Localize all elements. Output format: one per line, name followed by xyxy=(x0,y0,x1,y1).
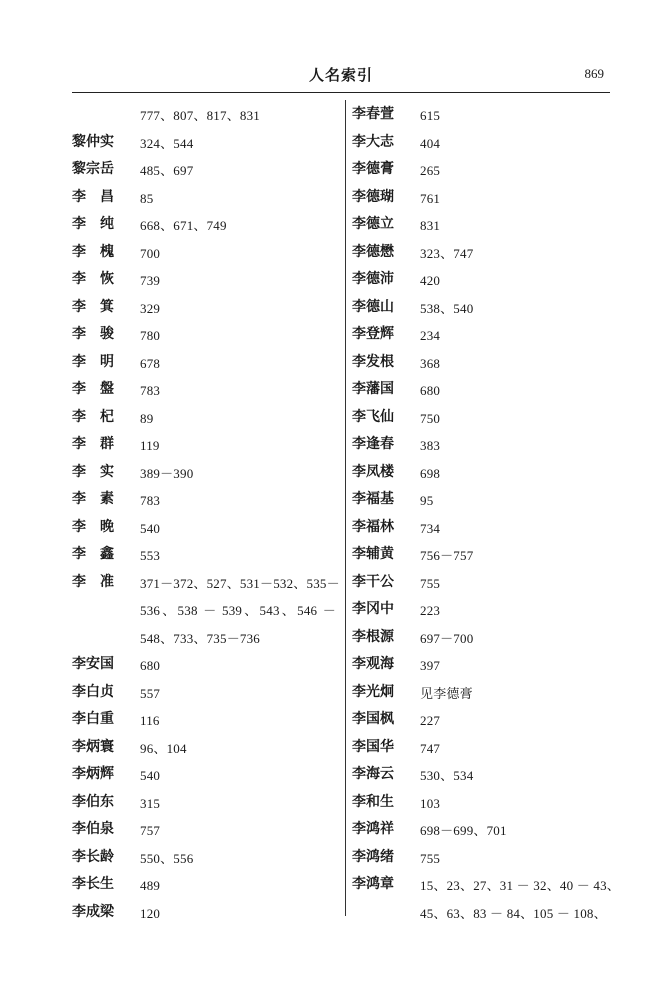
person-name: 李鸿祥 xyxy=(352,821,394,837)
index-entry-line xyxy=(352,459,614,487)
index-entry xyxy=(352,101,614,129)
index-entry-line xyxy=(352,376,614,404)
index-entry-line xyxy=(352,431,614,459)
index-entry-line xyxy=(352,706,614,734)
index-entry xyxy=(352,349,614,377)
index-entry-line xyxy=(352,129,614,157)
index-entry xyxy=(72,706,342,734)
person-name: 李炳寰 xyxy=(72,738,114,755)
person-name: 李德膏 xyxy=(352,161,394,177)
person-name: 李大志 xyxy=(352,133,394,150)
index-entry-line xyxy=(352,156,614,184)
index-entry-line xyxy=(72,404,342,432)
page-references: 见李德膏 xyxy=(420,686,473,702)
index-entry-line xyxy=(352,569,614,597)
index-entry-line xyxy=(352,899,614,927)
index-entry xyxy=(72,266,342,294)
person-name: 李 准 xyxy=(72,573,114,590)
index-entry xyxy=(352,156,614,184)
page-references: 85 xyxy=(140,190,154,206)
page-references: 95 xyxy=(420,493,434,508)
page-references: 615 xyxy=(420,108,441,123)
index-entry-line xyxy=(72,899,342,927)
person-name: 黎宗岳 xyxy=(72,161,114,177)
index-entry xyxy=(72,679,342,707)
page-references: 548、733、735－736 xyxy=(140,630,260,646)
index-entry xyxy=(352,816,614,844)
person-name: 李 箕 xyxy=(72,298,114,315)
person-name: 李白贞 xyxy=(72,683,114,700)
index-entry xyxy=(72,651,342,679)
index-entry xyxy=(352,266,614,294)
index-entry-line xyxy=(72,239,342,267)
page-number: 869 xyxy=(584,66,604,81)
index-entry xyxy=(72,294,342,322)
page-references: 368 xyxy=(420,355,441,371)
person-name: 李德山 xyxy=(352,298,394,315)
index-entry xyxy=(72,844,342,872)
index-entry-line xyxy=(352,541,614,569)
index-entry xyxy=(352,431,614,459)
page-references: 678 xyxy=(140,355,161,371)
person-name: 李成梁 xyxy=(72,903,114,920)
index-entry-line xyxy=(352,734,614,762)
column-divider xyxy=(345,100,346,916)
index-entry xyxy=(352,569,614,597)
index-entry-line xyxy=(72,431,342,459)
person-name: 李长生 xyxy=(72,876,114,892)
index-entry-line xyxy=(72,624,342,652)
page-header xyxy=(72,64,610,90)
index-entry-line xyxy=(72,789,342,817)
index-entry-line xyxy=(72,266,342,294)
index-entry xyxy=(72,486,342,514)
page-references: 103 xyxy=(420,795,441,811)
index-entry-line xyxy=(352,844,614,872)
index-entry xyxy=(352,129,614,157)
index-entry-line xyxy=(352,679,614,707)
index-entry xyxy=(352,679,614,707)
person-name: 黎仲实 xyxy=(72,133,114,150)
index-entry xyxy=(72,899,342,927)
page-references: 755 xyxy=(420,850,441,866)
index-entry-line xyxy=(72,844,342,872)
index-entry xyxy=(72,239,342,267)
page-references: 777、807、817、831 xyxy=(140,108,260,123)
person-name: 李飞仙 xyxy=(352,408,394,425)
index-entry-line xyxy=(72,651,342,679)
index-entry xyxy=(72,514,342,542)
page-references: 485、697 xyxy=(140,163,194,178)
page-references: 756－757 xyxy=(420,548,474,563)
index-entry-line xyxy=(72,184,342,212)
index-entry xyxy=(352,624,614,652)
index-entry xyxy=(72,156,342,184)
page-references: 783 xyxy=(140,493,161,508)
index-entry xyxy=(72,101,342,129)
index-entry xyxy=(72,761,342,789)
index-entry-line xyxy=(72,459,342,487)
page-references: 234 xyxy=(420,328,441,343)
index-entry-line xyxy=(352,211,614,239)
index-entry xyxy=(352,734,614,762)
page-references: 315 xyxy=(140,795,161,811)
page-references: 120 xyxy=(140,905,161,921)
page-references: 323、747 xyxy=(420,245,474,261)
index-entry xyxy=(352,376,614,404)
person-name: 李 盤 xyxy=(72,381,114,397)
index-entry xyxy=(352,789,614,817)
page-references: 404 xyxy=(420,135,441,151)
person-name: 李德懋 xyxy=(352,243,394,260)
page-references: 265 xyxy=(420,163,441,178)
index-entry xyxy=(352,459,614,487)
page-references: 780 xyxy=(140,328,161,343)
person-name: 李鸿绪 xyxy=(352,848,394,865)
index-entry xyxy=(72,404,342,432)
index-entry xyxy=(72,376,342,404)
page-references: 227 xyxy=(420,713,441,728)
page-references: 700 xyxy=(140,245,161,261)
header-rule xyxy=(72,92,610,93)
page-references: 668、671、749 xyxy=(140,218,227,233)
person-name: 李 素 xyxy=(72,491,114,507)
index-entry xyxy=(352,844,614,872)
index-entry-line xyxy=(72,541,342,569)
section-title: 人名索引 xyxy=(308,66,373,84)
index-entry-line xyxy=(352,101,614,129)
index-entry-line xyxy=(72,816,342,844)
person-name: 李春萱 xyxy=(352,106,394,122)
index-entry-line xyxy=(72,321,342,349)
person-name: 李伯泉 xyxy=(72,821,114,837)
page-references: 538、540 xyxy=(420,300,474,316)
index-entry-line xyxy=(352,266,614,294)
person-name: 李鸿章 xyxy=(352,876,394,892)
page-references: 761 xyxy=(420,190,441,206)
page-references: 397 xyxy=(420,658,441,673)
index-entry-line xyxy=(352,624,614,652)
page-references: 739 xyxy=(140,273,161,288)
index-entry-line xyxy=(72,706,342,734)
index-entry-line xyxy=(72,679,342,707)
person-name: 李干公 xyxy=(352,573,394,590)
index-entry-line xyxy=(72,761,342,789)
index-entry xyxy=(352,321,614,349)
index-entry xyxy=(72,789,342,817)
index-entry-line xyxy=(72,101,342,129)
page-references: 680 xyxy=(420,383,441,398)
person-name: 李根源 xyxy=(352,628,394,645)
index-entry xyxy=(72,211,342,239)
index-entry-line xyxy=(72,514,342,542)
page-references: 734 xyxy=(420,520,441,536)
index-entry-line xyxy=(72,569,342,597)
page-references: 389－390 xyxy=(140,465,194,481)
page-references: 89 xyxy=(140,410,154,426)
person-name: 李 昌 xyxy=(72,188,114,205)
index-entry-line xyxy=(72,486,342,514)
index-entry-line xyxy=(72,376,342,404)
person-name: 李福基 xyxy=(352,491,394,507)
person-name: 李 恢 xyxy=(72,271,114,287)
index-entry xyxy=(72,184,342,212)
person-name: 李德沛 xyxy=(352,271,394,287)
person-name: 李德立 xyxy=(352,216,394,232)
index-entry xyxy=(72,871,342,899)
index-entry xyxy=(352,239,614,267)
person-name: 李福林 xyxy=(352,518,394,535)
person-name: 李光炯 xyxy=(352,683,394,700)
index-entry-line xyxy=(72,211,342,239)
index-entry xyxy=(72,129,342,157)
page-references: 550、556 xyxy=(140,850,194,866)
person-name: 李德瑚 xyxy=(352,188,394,205)
person-name: 李 群 xyxy=(72,436,114,452)
index-entry xyxy=(72,816,342,844)
person-name: 李和生 xyxy=(352,793,394,810)
person-name: 李辅黄 xyxy=(352,546,394,562)
person-name: 李长龄 xyxy=(72,848,114,865)
person-name: 李 纯 xyxy=(72,216,114,232)
index-entry-line xyxy=(72,129,342,157)
index-entry xyxy=(352,541,614,569)
page-references: 557 xyxy=(140,685,161,701)
index-entry xyxy=(72,541,342,569)
person-name: 李炳辉 xyxy=(72,766,114,782)
index-entry xyxy=(72,349,342,377)
page-references: 489 xyxy=(140,878,161,893)
page-references: 45、63、83 － 84、105 － 108、 xyxy=(420,905,607,921)
person-name: 李 骏 xyxy=(72,326,114,342)
page-references: 540 xyxy=(140,520,161,536)
page-references: 223 xyxy=(420,603,441,618)
page-references: 324、544 xyxy=(140,135,194,151)
page-references: 329 xyxy=(140,300,161,316)
index-entry-line xyxy=(72,596,342,624)
page-references: 757 xyxy=(140,823,161,838)
page-references: 697－700 xyxy=(420,630,474,646)
person-name: 李 鑫 xyxy=(72,546,114,562)
index-entry-line xyxy=(352,651,614,679)
index-entry xyxy=(72,321,342,349)
index-entry xyxy=(352,706,614,734)
index-entry-line xyxy=(72,349,342,377)
index-entry-line xyxy=(352,349,614,377)
page-references: 116 xyxy=(140,713,160,728)
page-references: 119 xyxy=(140,438,160,453)
index-entry xyxy=(72,459,342,487)
person-name: 李逢春 xyxy=(352,436,394,452)
page-references: 698 xyxy=(420,465,441,481)
page-references: 755 xyxy=(420,575,441,591)
person-name: 李安国 xyxy=(72,656,114,672)
person-name: 李凤楼 xyxy=(352,463,394,480)
person-name: 李海云 xyxy=(352,766,394,782)
page-references: 553 xyxy=(140,548,161,563)
page-references: 530、534 xyxy=(420,768,474,783)
page-references: 15、23、27、31 － 32、40 － 43、 xyxy=(420,878,621,893)
index-entry-line xyxy=(352,294,614,322)
person-name: 李冈中 xyxy=(352,601,394,617)
person-name: 李伯东 xyxy=(72,793,114,810)
index-entry xyxy=(352,871,621,926)
index-entry-line xyxy=(352,596,614,624)
index-entry xyxy=(352,761,614,789)
index-entry xyxy=(352,184,614,212)
index-entry-line xyxy=(352,761,614,789)
left-index-column xyxy=(72,101,342,926)
person-name: 李 明 xyxy=(72,353,114,370)
index-entry xyxy=(352,294,614,322)
person-name: 李国枫 xyxy=(352,711,394,727)
index-entry-line xyxy=(352,514,614,542)
index-entry-line xyxy=(352,239,614,267)
index-entry xyxy=(352,514,614,542)
index-entry xyxy=(72,569,342,652)
right-index-column xyxy=(352,101,621,926)
person-name: 李白重 xyxy=(72,711,114,727)
page-references: 831 xyxy=(420,218,441,233)
index-entry-line xyxy=(352,321,614,349)
person-name: 李发根 xyxy=(352,353,394,370)
index-entry-line xyxy=(352,404,614,432)
page-references: 747 xyxy=(420,740,441,756)
page-references: 420 xyxy=(420,273,441,288)
index-entry xyxy=(352,486,614,514)
index-entry-line xyxy=(72,871,342,899)
index-entry-line xyxy=(352,184,614,212)
person-name: 李藩国 xyxy=(352,381,394,397)
index-entry xyxy=(72,431,342,459)
index-entry xyxy=(352,211,614,239)
page-references: 540 xyxy=(140,768,161,783)
page-references: 536、538 － 539、543、546 － xyxy=(140,603,336,618)
index-entry-line xyxy=(72,294,342,322)
person-name: 李国华 xyxy=(352,738,394,755)
page-references: 96、104 xyxy=(140,740,187,756)
index-entry-line xyxy=(352,871,621,899)
person-name: 李登辉 xyxy=(352,326,394,342)
person-name: 李 实 xyxy=(72,463,114,480)
index-entry-line xyxy=(352,789,614,817)
index-entry-line xyxy=(72,734,342,762)
page-references: 680 xyxy=(140,658,161,673)
page-references: 383 xyxy=(420,438,441,453)
index-entry-line xyxy=(72,156,342,184)
index-entry xyxy=(352,596,614,624)
index-entry xyxy=(352,404,614,432)
person-name: 李 槐 xyxy=(72,243,114,260)
person-name: 李观海 xyxy=(352,656,394,672)
page-references: 750 xyxy=(420,410,441,426)
page-references: 371－372、527、531－532、535－ xyxy=(140,575,340,591)
index-entry-line xyxy=(352,486,614,514)
page-references: 698－699、701 xyxy=(420,823,507,838)
index-entry xyxy=(72,734,342,762)
page-references: 783 xyxy=(140,383,161,398)
person-name: 李 晚 xyxy=(72,518,114,535)
person-name: 李 杞 xyxy=(72,408,114,425)
index-entry xyxy=(352,651,614,679)
index-entry-line xyxy=(352,816,614,844)
